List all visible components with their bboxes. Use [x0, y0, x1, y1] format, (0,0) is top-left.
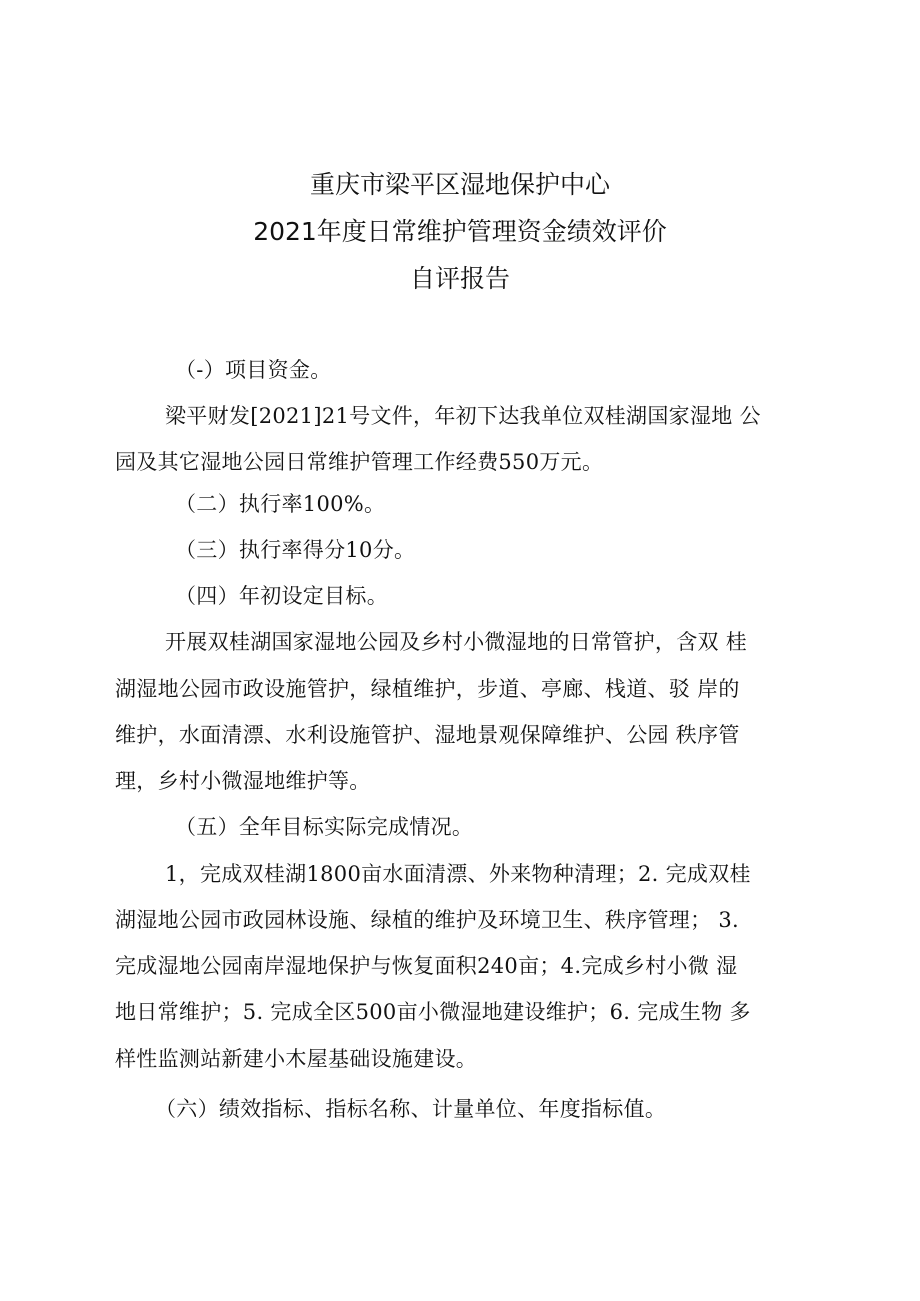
section-5-heading: （五）全年目标实际完成情况。: [175, 815, 474, 839]
title-line-2: 2021年度日常维护管理资金绩效评价: [253, 217, 667, 246]
section-1-heading: （-）项目资金。: [175, 358, 332, 382]
section-6-heading: （六）绩效指标、指标名称、计量单位、年度指标值。: [155, 1097, 667, 1121]
section-1-body-line: 梁平财发[2021]21号文件，年初下达我单位双桂湖国家湿地 公: [165, 404, 761, 428]
section-4-heading: （四）年初设定目标。: [175, 584, 388, 608]
section-5-body-line: 地日常维护；5. 完成全区500亩小微湿地建设维护；6. 完成生物 多: [115, 1000, 751, 1024]
section-4-body-line: 维护，水面清漂、水利设施管护、湿地景观保障维护、公园 秩序管: [115, 723, 740, 747]
section-5-body-line: 1，完成双桂湖1800亩水面清漂、外来物种清理；2. 完成双桂: [165, 862, 751, 886]
section-5-body-line: 湖湿地公园市政园林设施、绿植的维护及环境卫生、秩序管理； 3.: [115, 908, 740, 932]
title-line-1: 重庆市梁平区湿地保护中心: [309, 170, 610, 199]
section-2-heading: （二）执行率100%。: [175, 492, 386, 516]
section-4-body-line: 湖湿地公园市政设施管护，绿植维护，步道、亭廊、栈道、驳 岸的: [115, 677, 740, 701]
section-5-body-line: 样性监测站新建小木屋基础设施建设。: [115, 1047, 478, 1071]
section-5-body-line: 完成湿地公园南岸湿地保护与恢复面积240亩；4.完成乡村小微 湿: [115, 954, 738, 978]
title-line-3: 自评报告: [409, 264, 510, 293]
section-1-body-line: 园及其它湿地公园日常维护管理工作经费550万元。: [115, 450, 604, 474]
section-3-heading: （三）执行率得分10分。: [175, 538, 416, 562]
section-4-body-line: 理，乡村小微湿地维护等。: [115, 769, 371, 793]
section-4-body-line: 开展双桂湖国家湿地公园及乡村小微湿地的日常管护，含双 桂: [165, 630, 748, 654]
